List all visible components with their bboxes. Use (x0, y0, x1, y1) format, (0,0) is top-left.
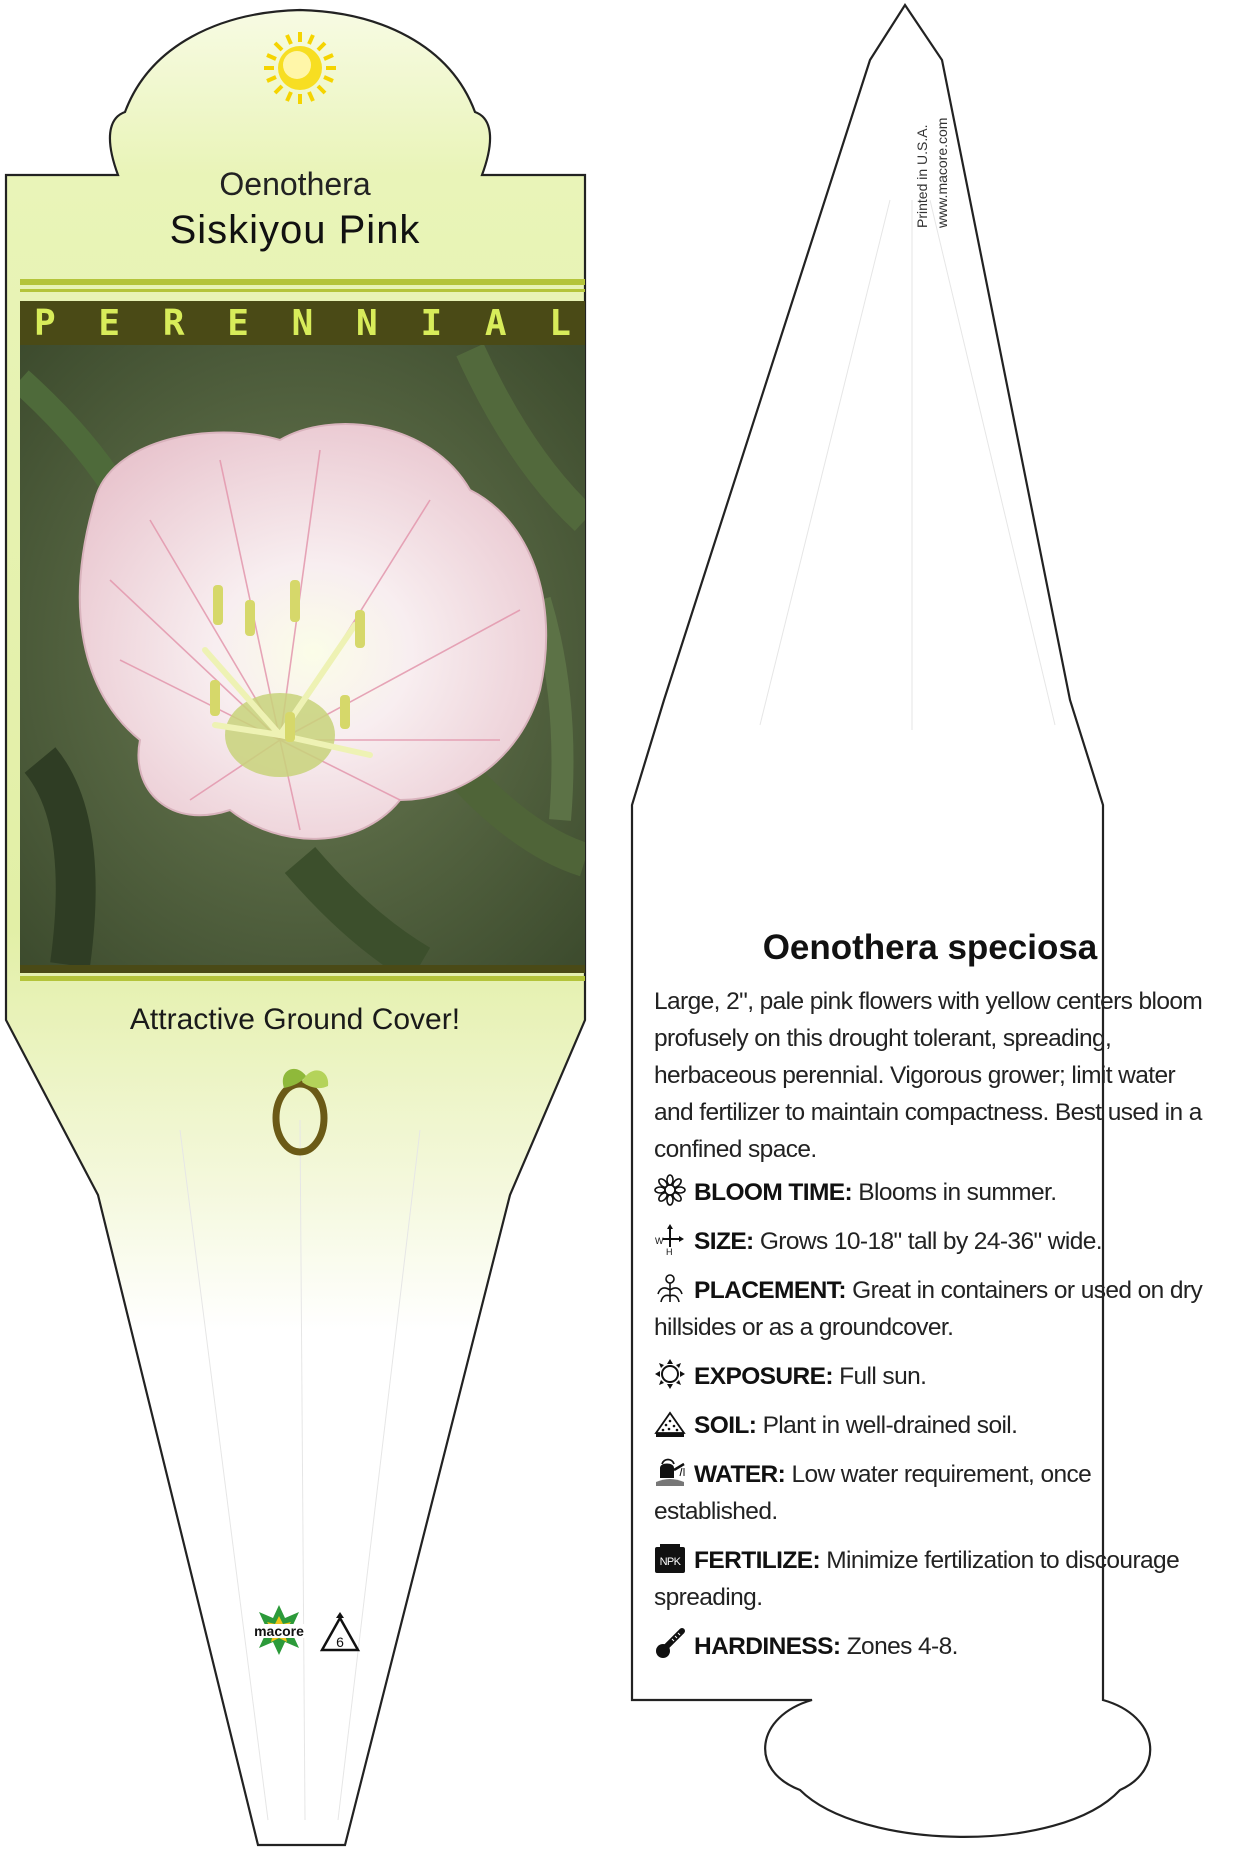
attribute-row (654, 1628, 1214, 1665)
attribute-text: Grows 10-18" tall by 24-36" wide. (759, 1228, 1102, 1255)
attribute-row (654, 1174, 1214, 1211)
soil-icon (654, 1407, 686, 1439)
plant-cultivar: Siskiyou Pink (169, 208, 421, 252)
category-letter: I (420, 302, 443, 344)
brand-text: macore (254, 1623, 304, 1639)
category-letter: N (291, 302, 314, 344)
plant-genus: Oenothera (219, 166, 371, 202)
size-icon-h: H (666, 1247, 672, 1255)
size-icon-w: W (655, 1236, 663, 1246)
category-letter: E (227, 302, 249, 344)
care-info (654, 983, 1214, 1677)
website: www.macore.com (934, 117, 950, 228)
category-letter: L (549, 302, 571, 344)
npk-icon-text: NPK (659, 1556, 681, 1568)
attribute-label: PLACEMENT: (694, 1277, 846, 1304)
attribute-row (654, 1542, 1214, 1616)
attribute-row (654, 1407, 1214, 1444)
attribute-row (654, 1456, 1214, 1530)
recycle-code: 6 (336, 1634, 344, 1650)
attribute-text: Zones 4-8. (846, 1633, 958, 1660)
category-letter: E (98, 302, 121, 344)
attribute-text: Low water requirement, once established. (654, 1461, 1092, 1525)
watering-can-icon (654, 1456, 686, 1488)
attribute-text: Blooms in summer. (858, 1179, 1057, 1206)
attribute-label: EXPOSURE: (694, 1363, 833, 1390)
npk-icon (654, 1542, 686, 1574)
attribute-label: WATER: (694, 1461, 786, 1488)
category-letter: P (34, 302, 56, 344)
printed-line1: Printed in U.S.A. (914, 124, 930, 228)
thermometer-icon (654, 1628, 686, 1660)
attribute-row (654, 1358, 1214, 1395)
attribute-text: Full sun. (839, 1363, 927, 1390)
plant-photo (20, 345, 585, 965)
attribute-label: SOIL: (694, 1412, 757, 1439)
attribute-row (654, 1223, 1214, 1260)
attribute-label: BLOOM TIME: (694, 1179, 853, 1206)
botanical-name: Oenothera speciosa (762, 928, 1098, 967)
size-icon (654, 1223, 686, 1255)
description: Large, 2", pale pink flowers with yellow centers bloom profusely on this drought tolerant, spreading, herbaceous perennial. Vigorous grower; limit water and fertilizer to maintain compactness. Best used in a confined space. (654, 988, 1203, 1163)
category-letter: R (162, 302, 185, 344)
flower-icon (654, 1174, 686, 1206)
category-letter: N (356, 302, 378, 344)
category-band (20, 301, 585, 345)
printed-note (912, 100, 952, 240)
attribute-label: HARDINESS: (694, 1633, 841, 1660)
attribute-text: Great in containers or used on dry hillsides or as a groundcover. (654, 1277, 1203, 1341)
attribute-label: FERTILIZE: (694, 1547, 821, 1574)
tagline: Attractive Ground Cover! (129, 1003, 461, 1036)
sun-outline-icon (654, 1358, 686, 1390)
placement-icon (654, 1272, 686, 1304)
attribute-text: Plant in well-drained soil. (762, 1412, 1018, 1439)
category-letter: A (484, 302, 507, 344)
attribute-text: Minimize fertilization to discourage spreading. (654, 1547, 1180, 1611)
attribute-label: SIZE: (694, 1228, 754, 1255)
attribute-row (654, 1272, 1214, 1346)
